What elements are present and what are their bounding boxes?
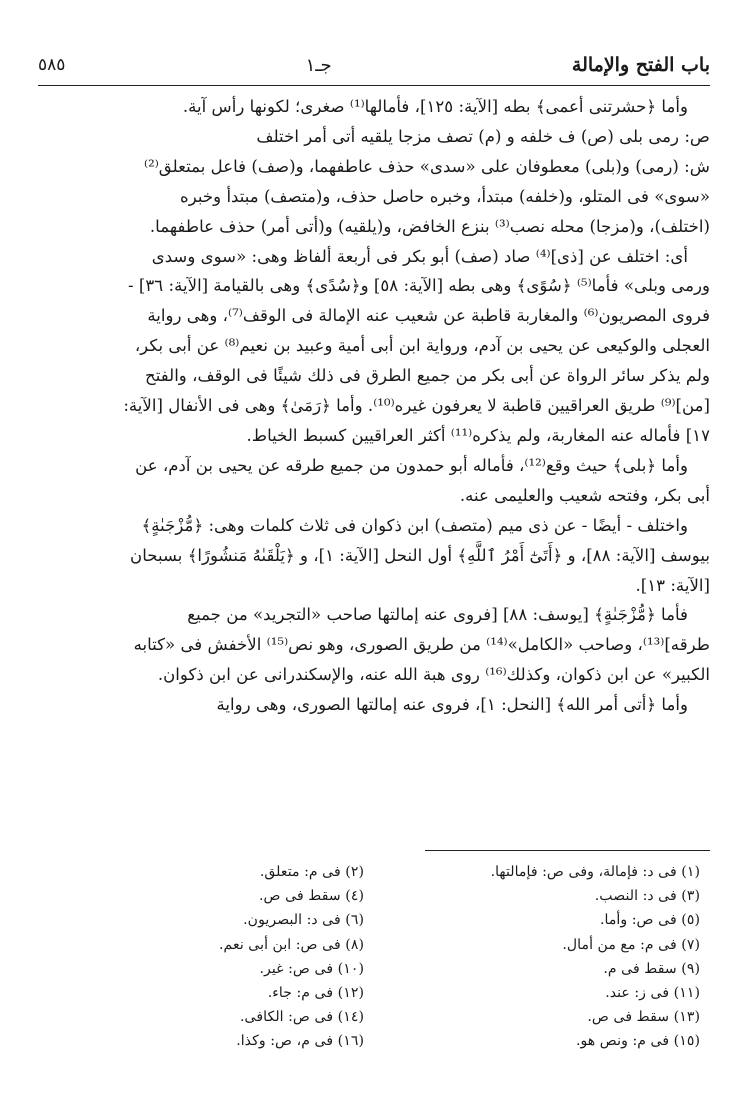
footnote: (٨) فى ص: ابن أبى نعم. [219,936,364,953]
text-line: العجلى والوكيعى عن يحيى بن آدم، ورواية ابن أبى أمية وعبيد بن نعيم⁽⁸⁾ عن أبى بكر، [134,336,710,356]
verse-line: ص: رمى بلى (ص) ف خلفه و (م) تصف مزجا يلقيه أتى أمر اختلف [256,126,710,146]
footnote: (١٥) فى م: ونص هو. [575,1033,700,1050]
text-line: أى: اختلف عن [ذى]⁽⁴⁾ صاد (صف) أبو بكر فى أربعة ألفاظ وهى: «سوى وسدى [151,246,688,266]
footnote: (٣) فى د: النصب. [594,888,700,905]
footnote: (١٣) سقط فى ص. [587,1009,700,1026]
footnote: (١٦) فى م، ص: وكذا. [236,1033,364,1050]
text-line: ١٧] فأماله عنه المغاربة، ولم يذكره⁽¹¹⁾ أكثر العراقيين كسبط الخياط. [246,425,710,445]
text-line: الكبير» عن ابن ذكوان، وكذلك⁽¹⁶⁾ روى هبة الله عنه، والإسكندرانى عن ابن ذكوان. [157,665,710,685]
text-line: ولم يذكر سائر الرواة عن أبى بكر من جميع الطرق فى ذلك شيئًا فى الوقف، والفتح [145,366,710,386]
text-line: ورمى وبلى» فأما⁽⁵⁾ ﴿سُوًى﴾ وهى بطه [الآية: ٥٨] و﴿سُدًى﴾ وهى بالقيامة [الآية: ٣٦] - [128,276,710,296]
footnote: (١٠) فى ص: غير. [259,960,364,977]
footnote: (١١) فى ز: عند. [605,985,700,1002]
text-line: فروى المصريون⁽⁶⁾ والمغاربة قاطبة عن شعيب عنه الإمالة فى الوقف⁽⁷⁾، وهى رواية [147,306,710,326]
footnote: (٩) سقط فى م. [603,960,700,977]
text-line: [من]⁽⁹⁾ طريق العراقيين قاطبة لا يعرفون غيره⁽¹⁰⁾. وأما ﴿رَمَىٰ﴾ وهى فى الأنفال [الآية: [123,396,710,416]
text-line: «سوى» فى المتلو، و(خلفه) مبتدأ، وخبره حاصل حذف، و(متصف) مبتدأ وخبره [180,186,710,206]
text-line: طرقه]⁽¹³⁾، وصاحب «الكامل»⁽¹⁴⁾ من طريق الصورى، وهو نص⁽¹⁵⁾ الأخفش فى «كتابه [133,635,710,655]
volume-part: جـ١ [305,54,332,76]
footnote: (٧) فى م: مع من أمال. [562,936,700,953]
text-line: واختلف - أيضًا - عن ذى ميم (متصف) ابن ذكوان فى ثلاث كلمات وهى: ﴿مُّزْجَىٰةٍ﴾ [141,515,688,535]
page-number: ٥٨٥ [38,55,66,75]
chapter-title: باب الفتح والإمالة [571,54,710,76]
text-line: وأما ﴿أتى أمر الله﴾ [النحل: ١]، فروى عنه إمالتها الصورى، وهى رواية [216,695,688,715]
text-line: (اختلف)، و(مزجا) محله نصب⁽³⁾ بنزع الخافض، و(يلقيه) و(أتى أمر) حذف عاطفهما. [149,216,710,236]
footnote: (٦) فى د: البصريون. [243,912,364,929]
text-line: وأما ﴿حشرتنى أعمى﴾ بطه [الآية: ١٢٥]، فأمالها⁽¹⁾ صغرى؛ لكونها رأس آية. [182,97,688,116]
footnote: (١) فى د: فإمالة، وفى ص: فإمالتها. [490,864,700,880]
footnote: (١٢) فى م: جاء. [267,985,364,1002]
footnote: (١٤) فى ص: الكافى. [240,1009,364,1026]
footnote: (٤) سقط فى ص. [258,888,364,905]
text-line: بيوسف [الآية: ٨٨]، و ﴿أَتَىٰٓ أَمْرُ ٱللَّهِ﴾ أول النحل [الآية: ١]، و ﴿يَلْقَىٰهُ مَنشُورًا﴾ بسبحان [130,545,710,565]
footnotes [68,860,700,1054]
footnote: (٢) فى م: متعلق. [259,864,364,880]
text-line: [الآية: ١٣]. [635,575,710,595]
text-line: أبى بكر، وفتحه شعيب والعليمى عنه. [459,485,710,505]
header-divider [38,85,710,86]
footnote-divider [425,850,710,851]
main-text [38,92,710,720]
commentary-line: ش: (رمى) و(بلى) معطوفان على «سدى» حذف عاطفهما، و(صف) فاعل بمتعلق⁽²⁾ [144,156,710,176]
text-line: وأما ﴿بلى﴾ حيث وقع⁽¹²⁾، فأماله أبو حمدون من جميع طرقه عن يحيى بن آدم، عن [135,455,688,475]
footnote: (٥) فى ص: وأما. [599,912,700,929]
page-header [38,48,710,82]
text-line: فأما ﴿مُّزْجَىٰةٍ﴾ [يوسف: ٨٨] [فروى عنه إمالتها صاحب «التجريد» من جميع [187,605,688,625]
book-page [38,28,710,1078]
